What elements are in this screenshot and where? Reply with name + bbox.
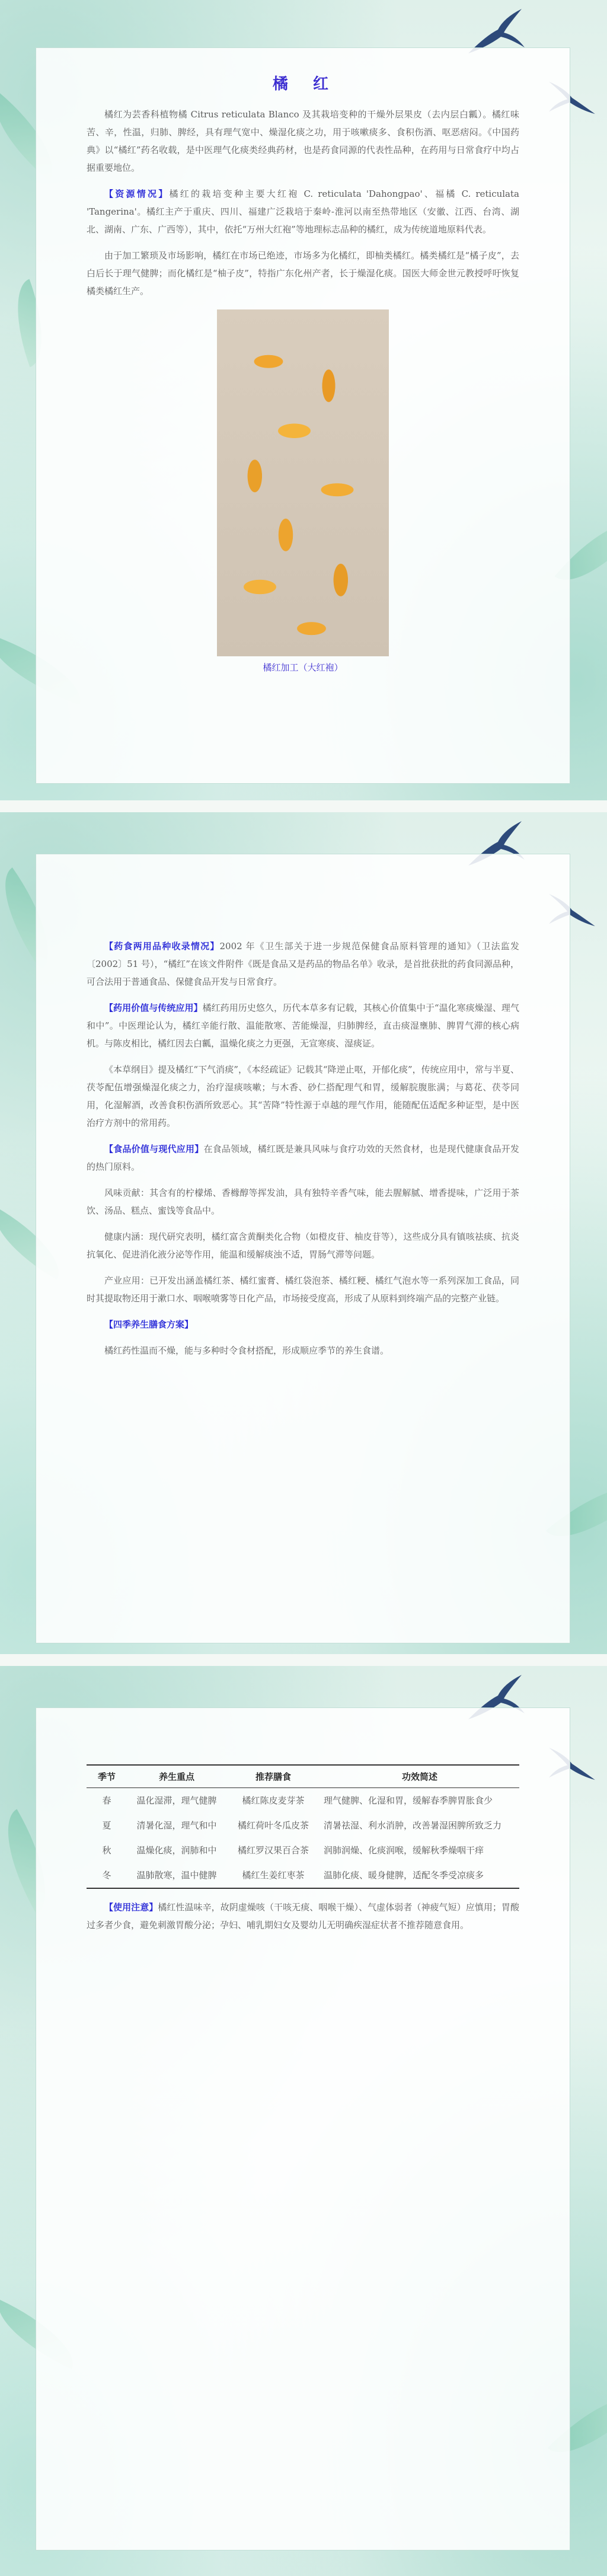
column-header: 功效简述 bbox=[320, 1765, 519, 1788]
market-paragraph: 由于加工繁琐及市场影响，橘红在市场已绝迹，市场多为化橘红，即柚类橘红。橘类橘红是“橘子皮”，去白后长于理气健脾；而化橘红是“柚子皮”，特指广东化州产者，长于燥湿化痰。国医大师金世元教授呼吁恢复橘类橘红生产。 bbox=[87, 250, 519, 296]
table-row bbox=[87, 1813, 519, 1838]
industry-paragraph: 产业应用：已开发出涵盖橘红茶、橘红蜜膏、橘红袋泡茶、橘红粳、橘红气泡水等一系列深加工食品，同时其提取物还用于漱口水、咽喉喷雾等日化产品，市场接受度高，形成了从原料到终端产品的完整产业链。 bbox=[87, 1275, 519, 1304]
page-title: 橘 红 bbox=[272, 75, 333, 93]
resource-paragraph bbox=[87, 185, 519, 238]
column-header: 推荐膳食 bbox=[226, 1765, 320, 1788]
seasonal-diet-table bbox=[87, 1764, 519, 1889]
paragraph-text: 橘红性温味辛，故阴虚燥咳（干咳无痰、咽喉干燥）、气虚体弱者（神疲气短）应慎用；胃酸过多者少食，避免刺激胃酸分泌；孕妇、哺乳期妇女及婴幼儿无明确疾湿症状者不推荐随意食用。 bbox=[87, 1902, 519, 1930]
paragraph-text: 橘红药用历史悠久，历代本草多有记载，其核心价值集中于“温化寒痰燥湿、理气和中”。中医理论认为，橘红辛能行散、温能散寒、苦能燥湿，归肺脾经，直击痰湿壅肺、脾胃气滞的核心病机。与陈皮相比，橘红因去白瓤，温燥化痰之力更强，无宣寒痰、湿痰证。 bbox=[87, 1003, 519, 1049]
dish-cell: 橘红荷叶冬瓜皮茶 bbox=[237, 1820, 309, 1831]
dish-cell: 橘红罗汉果百合茶 bbox=[237, 1845, 309, 1856]
section-tag: 【使用注意】 bbox=[104, 1902, 158, 1913]
flavor-paragraph: 风味贡献：其含有的柠檬烯、香橼醇等挥发油，具有独特辛香气味，能去腥解腻、增香提味，广泛用于茶饮、汤品、糕点、蜜饯等食品中。 bbox=[87, 1188, 519, 1216]
section-tag: 【资源情况】 bbox=[104, 189, 170, 199]
focus-cell: 清暑化湿，理气和中 bbox=[136, 1820, 217, 1831]
season-cell: 春 bbox=[102, 1795, 111, 1806]
column-header: 养生重点 bbox=[127, 1765, 226, 1788]
focus-cell: 温化湿滞，理气健脾 bbox=[136, 1795, 217, 1806]
section-tag: 【药食两用品种收录情况】 bbox=[104, 941, 220, 952]
food-paragraph bbox=[87, 1140, 519, 1176]
table-row bbox=[87, 1788, 519, 1814]
intro-paragraph: 橘红为芸香科植物橘 Citrus reticulata Blanco 及其栽培变种的干燥外层果皮（去内层白瓤）。橘红味苦、辛，性温，归肺、脾经，具有理气宽中、燥湿化痰之功，用于咳嗽痰多、食积伤酒、呕恶痞闷。《中国药典》以“橘红”药名收载，是中医理气化痰类经典药材，也是药食同源的代表性品种，在药用与日常食疗中均占据重要地位。 bbox=[87, 109, 519, 173]
focus-cell: 温燥化痰，润肺和中 bbox=[136, 1845, 217, 1856]
season-cell: 夏 bbox=[102, 1820, 111, 1831]
focus-cell: 温肺散寒，温中健脾 bbox=[136, 1870, 217, 1881]
effect-cell: 温肺化痰、暖身健脾，适配冬季受凉痰多 bbox=[324, 1870, 484, 1881]
catalog-paragraph bbox=[87, 937, 519, 991]
section-seasonal-table bbox=[0, 1666, 607, 2576]
content-card bbox=[36, 1707, 570, 2551]
paragraph-text: 在食品领域，橘红既是兼具风味与食疗功效的天然食材，也是现代健康食品开发的热门原料。 bbox=[87, 1144, 519, 1172]
table-row bbox=[87, 1838, 519, 1863]
column-header: 季节 bbox=[87, 1765, 127, 1788]
dish-cell: 橘红陈皮麦芽茶 bbox=[242, 1795, 305, 1806]
section-intro bbox=[0, 0, 607, 800]
content-card bbox=[36, 854, 570, 1643]
health-paragraph: 健康内涵：现代研究表明，橘红富含黄酮类化合物（如橙皮苷、柚皮苷等），这些成分具有镇咳祛痰、抗炎抗氧化、促进消化液分泌等作用，能温和缓解痰浊不适，胃肠气滞等问题。 bbox=[87, 1231, 519, 1260]
season-cell: 秋 bbox=[102, 1845, 111, 1856]
caution-paragraph bbox=[87, 1898, 519, 1934]
section-tag: 【药用价值与传统应用】 bbox=[104, 1003, 203, 1013]
dried-peel-photo bbox=[217, 309, 389, 656]
medicinal-paragraph bbox=[87, 999, 519, 1052]
photo-caption: 橘红加工（大红袍） bbox=[263, 662, 343, 673]
season-cell: 冬 bbox=[102, 1870, 111, 1881]
paragraph-text: 2002 年《卫生部关于进一步规范保健食品原料管理的通知》（卫法监发〔2002〕51 号），“橘红”在该文件附件《既是食品又是药品的物品名单》收录，是首批获批的药食同源品种，可合法用于普通食品、保健食品开发与日常食疗。 bbox=[87, 941, 519, 987]
effect-cell: 理气健脾、化湿和胃，缓解春季脾胃胀食少 bbox=[324, 1795, 493, 1806]
paragraph-text: 橘红的栽培变种主要大红袍 C. reticulata 'Dahongpao'、福橘 C. reticulata 'Tangerina'。橘红主产于重庆、四川、福建广泛栽培于秦岭-淮河以南至热带地区（安徽、江西、台湾、湖北、湖南、广东、广西等），其中，依托“万州大红袍”等地理标志品种的橘红，成为传统道地原料代表。 bbox=[87, 189, 519, 235]
seasonal-heading bbox=[87, 1316, 519, 1333]
content-card bbox=[36, 47, 570, 784]
dish-cell: 橘红生姜红枣茶 bbox=[242, 1870, 305, 1881]
table-row bbox=[87, 1863, 519, 1888]
section-tag: 【食品价值与现代应用】 bbox=[104, 1144, 204, 1154]
seasonal-intro: 橘红药性温而不燥，能与多种时令食材搭配，形成顺应季节的养生食谱。 bbox=[104, 1345, 389, 1356]
effect-cell: 清暑祛湿、利水消肿，改善暑湿困脾所致乏力 bbox=[324, 1820, 502, 1831]
section-tag: 【四季养生膳食方案】 bbox=[104, 1319, 194, 1330]
classics-paragraph: 《本草纲目》提及橘红“下气消痰”，《本经疏证》记载其“降逆止呕，开郁化痰”，传统应用中，常与半夏、茯苓配伍增强燥湿化痰之力，治疗湿痰咳嗽；与木香、砂仁搭配理气和胃，缓解脘腹胀满；与葛花、茯苓同用，化湿解酒，改善食积伤酒所致恶心。其“苦降”特性源于卓越的理气作用，能随配伍适配多种证型，是中医治疗方剂中的常用药。 bbox=[87, 1064, 519, 1128]
effect-cell: 润肺润燥、化痰润喉，缓解秋季燥咽干痒 bbox=[324, 1845, 484, 1856]
section-usage bbox=[0, 812, 607, 1654]
table-header-row bbox=[87, 1765, 519, 1788]
